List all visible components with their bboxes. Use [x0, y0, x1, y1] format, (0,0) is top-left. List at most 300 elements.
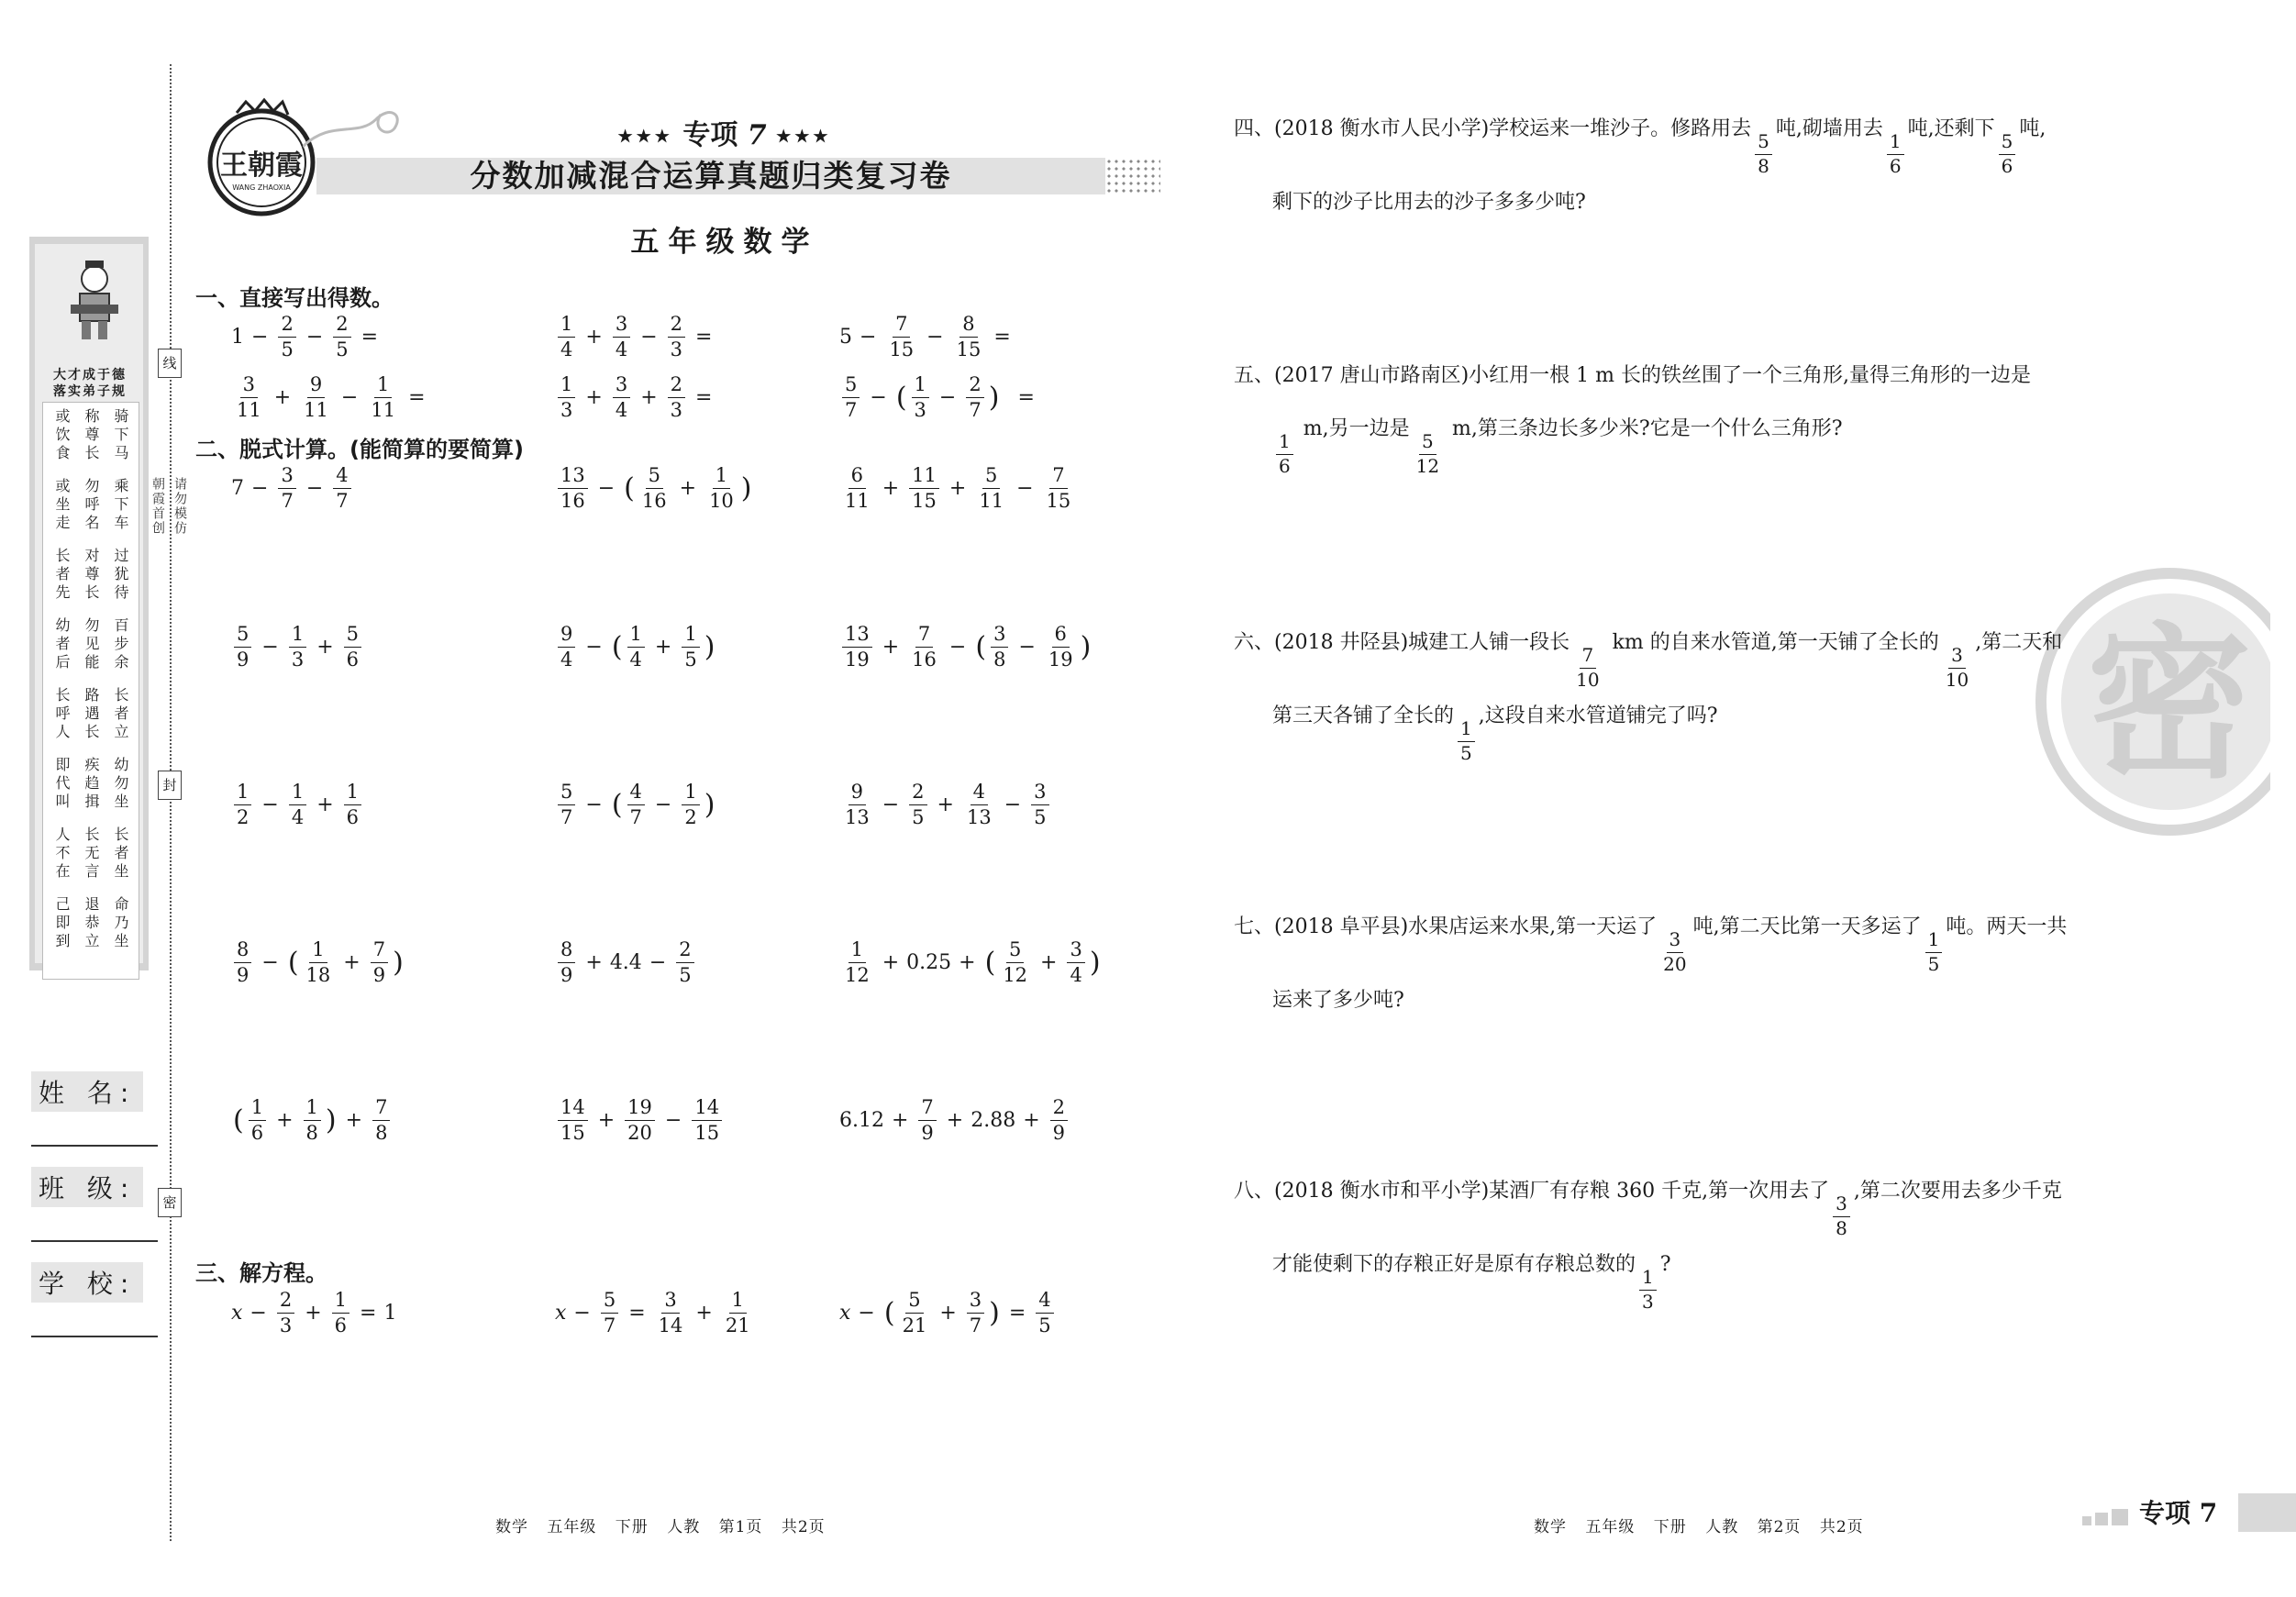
problem-5-line-2: [1234, 403, 2206, 476]
binding-strip-inner: [35, 244, 143, 963]
page-subtitle: 五年级数学: [630, 226, 819, 259]
denominator: 4: [1070, 963, 1082, 986]
term: 0.25: [906, 950, 952, 974]
denominator: 18: [305, 963, 331, 986]
term: 1: [383, 1301, 397, 1325]
numerator: 3: [613, 374, 630, 398]
operator: −: [261, 635, 279, 659]
problem-text: 才能使剩下的存粮正好是原有存粮总数的: [1272, 1253, 1636, 1277]
problem-6-line-2: [1234, 690, 2206, 763]
fraction: [234, 782, 251, 827]
fraction: [304, 1097, 321, 1143]
denominator: 4: [615, 398, 628, 421]
fraction: [1573, 646, 1602, 690]
numerator: 1: [1276, 432, 1293, 455]
guidance-text: 命乃坐: [112, 896, 129, 951]
denominator: 6: [346, 805, 359, 828]
guidance-text: 骑下马: [112, 408, 129, 463]
numerator: 1: [1458, 719, 1475, 742]
denominator: 15: [912, 489, 937, 512]
logo-subtext: WANG ZHAOXIA: [232, 183, 291, 192]
numerator: 2: [966, 374, 983, 398]
numerator: 1: [729, 1290, 747, 1314]
open-paren: (: [624, 471, 635, 505]
operator: +: [585, 950, 603, 974]
equation-q2: [555, 1290, 756, 1336]
equals-sign: =: [628, 1301, 646, 1325]
fraction: [344, 782, 361, 827]
operator: −: [1018, 635, 1036, 659]
fraction: [333, 465, 350, 511]
denominator: 7: [969, 1314, 982, 1336]
numerator: 7: [918, 1097, 936, 1121]
fraction: [964, 782, 994, 827]
fraction: [368, 374, 398, 420]
problem-8-line-1: [1234, 1165, 2206, 1238]
operator: −: [1004, 793, 1022, 816]
fraction: [912, 374, 929, 420]
fraction: [976, 465, 1006, 511]
operator: −: [585, 793, 603, 816]
section-2-heading: 二、脱式计算。(能简算的要简算): [195, 437, 524, 462]
guidance-text: 长呼人: [53, 687, 71, 742]
fold-mark-seal: 封: [158, 771, 182, 800]
name-field[interactable]: [31, 1071, 160, 1112]
fraction: [333, 314, 350, 360]
numerator: 5: [344, 624, 361, 648]
denominator: 11: [371, 398, 396, 421]
fraction: [372, 1097, 390, 1143]
close-paren: ): [740, 471, 752, 505]
equation-q1: [231, 1290, 396, 1336]
denominator: 5: [1038, 1314, 1051, 1336]
numerator: 13: [842, 624, 872, 648]
numerator: 5: [1755, 132, 1772, 155]
denominator: 3: [1642, 1290, 1654, 1313]
problem-6: [1234, 616, 2206, 763]
fraction: [842, 624, 872, 670]
numerator: 3: [967, 1290, 984, 1314]
page-title: 分数加减混合运算真题归类复习卷: [470, 158, 952, 194]
denominator: 5: [1927, 952, 1940, 975]
operator: −: [251, 325, 269, 349]
operator: −: [938, 385, 957, 409]
seal-character: 密: [2086, 609, 2253, 801]
numerator: 8: [959, 314, 977, 338]
guidance-group: [50, 478, 131, 533]
term: 7: [231, 476, 244, 500]
fraction: [909, 624, 939, 670]
denominator: 12: [845, 963, 870, 986]
fraction: [639, 465, 670, 511]
operator: +: [640, 385, 658, 409]
problem-5: [1234, 349, 2206, 476]
fraction: [627, 624, 645, 670]
fraction: [332, 1290, 349, 1336]
fraction: [991, 624, 1008, 670]
numerator: 2: [909, 782, 926, 805]
fraction: [277, 1290, 294, 1336]
fraction: [909, 465, 939, 511]
school-field-line[interactable]: [31, 1336, 158, 1337]
operator: −: [597, 476, 616, 500]
open-paren: (: [611, 788, 623, 821]
open-paren: (: [287, 946, 299, 979]
guidance-group: [50, 687, 131, 742]
operator: +: [891, 1108, 909, 1132]
numerator: 1: [682, 624, 699, 648]
operator: +: [316, 635, 334, 659]
operator: +: [276, 1108, 294, 1132]
problem-text: 四、(2018 衡水市人民小学)学校运来一堆沙子。修路用去: [1234, 117, 1752, 140]
fraction: [1660, 930, 1689, 974]
denominator: 21: [725, 1314, 750, 1336]
expression-f6: [839, 624, 1093, 670]
operator: −: [870, 385, 887, 409]
operator: −: [261, 793, 279, 816]
numerator: 1: [1639, 1268, 1657, 1291]
fraction: [558, 624, 575, 670]
numerator: 1: [713, 465, 730, 489]
fraction: [1999, 132, 2016, 176]
numerator: 1: [249, 1097, 266, 1121]
fraction: [954, 314, 984, 360]
numerator: 1: [289, 782, 306, 805]
denominator: 3: [279, 1314, 293, 1336]
numerator: 8: [558, 939, 575, 963]
expression-e5: [555, 374, 719, 420]
numerator: 2: [668, 374, 685, 398]
fraction: [301, 374, 331, 420]
fraction: [692, 1097, 722, 1143]
fraction: [842, 939, 872, 985]
numerator: 1: [1925, 930, 1943, 953]
open-paren: (: [984, 946, 996, 979]
operator: +: [882, 476, 900, 500]
fraction: [278, 314, 295, 360]
fraction: [1943, 646, 1971, 690]
numerator: 1: [682, 782, 699, 805]
denominator: 8: [993, 648, 1006, 671]
guidance-group: [50, 757, 131, 812]
operator: −: [305, 476, 324, 500]
operator: −: [251, 476, 269, 500]
numerator: 1: [1887, 132, 1904, 155]
operator: +: [695, 1301, 713, 1325]
numerator: 9: [307, 374, 325, 398]
numerator: 1: [332, 1290, 349, 1314]
denominator: 5: [684, 648, 697, 671]
operator: +: [1023, 1108, 1040, 1132]
denominator: 8: [375, 1121, 388, 1144]
section-3-heading: 三、解方程。: [195, 1260, 327, 1286]
guidance-text: 对尊长: [83, 548, 100, 603]
operator: +: [946, 1108, 964, 1132]
problem-4: [1234, 103, 2206, 229]
numerator: 19: [625, 1097, 655, 1121]
expression-f2: [555, 465, 754, 511]
denominator: 16: [641, 489, 667, 512]
numerator: 5: [646, 465, 663, 489]
operator: −: [340, 385, 359, 409]
fraction: [668, 374, 685, 420]
expression-f11: [555, 939, 697, 985]
motto-line-2: 落实弟子规: [53, 384, 127, 399]
problem-7: [1234, 901, 2206, 1027]
denominator: 19: [1048, 648, 1073, 671]
guidance-text: 幼勿坐: [112, 757, 129, 812]
denominator: 15: [956, 338, 982, 360]
equals-sign: =: [1008, 1301, 1026, 1325]
fraction: [842, 782, 872, 827]
equals-sign: =: [360, 1301, 377, 1325]
denominator: 5: [281, 338, 294, 360]
problem-text: 吨。两天一共: [1946, 915, 2068, 938]
operator: −: [250, 1301, 267, 1325]
numerator: 1: [309, 939, 327, 963]
fraction: [966, 374, 983, 420]
guidance-text: 长者坐: [112, 826, 129, 882]
binding-strip: [29, 237, 149, 970]
numerator: 14: [558, 1097, 588, 1121]
term: 2.88: [971, 1108, 1016, 1132]
denominator: 13: [966, 805, 992, 828]
fold-mark-secret: 密: [158, 1188, 182, 1217]
fraction: [723, 1290, 753, 1336]
numerator: 3: [278, 465, 295, 489]
operator: +: [939, 1301, 957, 1325]
denominator: 9: [560, 963, 573, 986]
numerator: 9: [849, 782, 866, 805]
fraction: [627, 782, 645, 827]
fold-note-text: 请勿模仿: [172, 477, 187, 536]
guidance-text: 长无言: [83, 826, 100, 882]
denominator: 10: [709, 489, 734, 512]
fold-note-text: 朝霞首创: [150, 477, 165, 536]
denominator: 6: [250, 1121, 264, 1144]
operator: +: [937, 793, 954, 816]
fraction: [1639, 1268, 1657, 1312]
fraction: [234, 374, 264, 420]
open-paren: (: [975, 630, 987, 663]
fraction: [304, 939, 334, 985]
denominator: 9: [1052, 1121, 1066, 1144]
numerator: 2: [277, 1290, 294, 1314]
numerator: 7: [893, 314, 910, 338]
operator: −: [664, 1108, 682, 1132]
denominator: 21: [902, 1314, 927, 1336]
variable: x: [555, 1301, 567, 1325]
numerator: 5: [601, 1290, 618, 1314]
fraction: [558, 374, 575, 420]
denominator: 2: [237, 805, 250, 828]
problem-text: 吨,砌墙用去: [1775, 117, 1883, 140]
expression-e1: [231, 314, 385, 360]
operator: +: [1040, 950, 1058, 974]
problem-text: 八、(2018 衡水市和平小学)某酒厂有存粮 360 千克,第一次用去了: [1234, 1180, 1830, 1203]
numerator: 8: [234, 939, 251, 963]
fraction: [1887, 132, 1904, 176]
problem-7-line-1: [1234, 901, 2206, 974]
corner-square: [2095, 1513, 2108, 1525]
denominator: 5: [336, 338, 349, 360]
school-field[interactable]: [31, 1262, 160, 1303]
problem-text: 六、(2018 井陉县)城建工人铺一段长: [1234, 631, 1570, 654]
fraction: [1458, 719, 1475, 763]
close-paren: ): [325, 1103, 337, 1137]
denominator: 7: [969, 398, 982, 421]
name-field-line[interactable]: [31, 1145, 158, 1147]
denominator: 7: [603, 1314, 616, 1336]
stars-icon: ★★★: [776, 127, 832, 147]
fold-mark-line: 线: [158, 349, 182, 378]
guidance-text: 或饮食: [53, 408, 71, 463]
denominator: 12: [1003, 963, 1028, 986]
denominator: 3: [670, 338, 682, 360]
guidance-text: 长者立: [112, 687, 129, 742]
fraction: [1050, 1097, 1068, 1143]
operator: +: [585, 385, 603, 409]
fraction: [668, 314, 685, 360]
numerator: 14: [692, 1097, 722, 1121]
denominator: 11: [237, 398, 261, 421]
denominator: 7: [336, 489, 349, 512]
denominator: 4: [615, 338, 628, 360]
class-field[interactable]: [31, 1167, 160, 1207]
numerator: 2: [1050, 1097, 1068, 1121]
guidance-text: 过犹待: [112, 548, 129, 603]
numerator: 7: [372, 1097, 390, 1121]
equation-q3: [839, 1290, 1057, 1336]
fraction: [682, 624, 699, 670]
denominator: 4: [291, 805, 305, 828]
fraction: [682, 782, 699, 827]
guidance-text: 疾趋揖: [83, 757, 100, 812]
corner-square: [2112, 1509, 2128, 1525]
denominator: 3: [914, 398, 926, 421]
expression-f13: [231, 1097, 393, 1143]
problem-text: m,第三条边长多少米?它是一个什么三角形?: [1446, 417, 1843, 440]
denominator: 9: [921, 1121, 934, 1144]
numerator: 7: [1049, 465, 1067, 489]
operator: −: [858, 1301, 875, 1325]
numerator: 3: [1031, 782, 1048, 805]
denominator: 16: [560, 489, 585, 512]
operator: +: [343, 950, 360, 974]
numerator: 1: [912, 374, 929, 398]
banner-dots: [1105, 158, 1160, 194]
numerator: 3: [991, 624, 1008, 648]
ribbon-icon: [303, 101, 413, 156]
term: 1: [231, 325, 244, 349]
expression-f5: [555, 624, 716, 670]
denominator: 3: [291, 648, 305, 671]
problem-text: 吨,: [2019, 117, 2046, 140]
operator: −: [649, 950, 667, 974]
numerator: 6: [849, 465, 866, 489]
problem-7-line-2: 运来了多少吨?: [1272, 989, 1404, 1013]
problem-8-line-2: [1234, 1238, 2206, 1312]
open-paren: (: [895, 381, 907, 414]
denominator: 4: [629, 648, 642, 671]
fraction: [842, 465, 872, 511]
numerator: 1: [344, 782, 361, 805]
close-paren: ): [988, 381, 1000, 414]
denominator: 15: [694, 1121, 720, 1144]
denominator: 5: [1460, 741, 1472, 764]
variable: x: [231, 1301, 243, 1325]
operator: +: [882, 635, 900, 659]
expression-f9: [839, 782, 1052, 827]
guidance-text: 即代叫: [53, 757, 71, 812]
operator: −: [948, 635, 967, 659]
fraction: [656, 1290, 686, 1336]
operator: +: [654, 635, 672, 659]
numerator: 4: [627, 782, 645, 805]
fraction: [558, 782, 575, 827]
denominator: 19: [845, 648, 870, 671]
denominator: 4: [560, 338, 573, 360]
problem-4-line-1: [1234, 103, 2206, 176]
problem-text: 吨,还剩下: [1907, 117, 1995, 140]
operator: −: [573, 1301, 591, 1325]
close-paren: ): [393, 946, 404, 979]
problem-4-line-2: 剩下的沙子比用去的沙子多多少吨?: [1272, 191, 1586, 215]
motto-line-1: 大才成于德: [53, 368, 127, 383]
fraction: [558, 314, 575, 360]
fraction: [1044, 465, 1074, 511]
fraction: [289, 624, 306, 670]
fraction: [613, 314, 630, 360]
operator: −: [654, 793, 672, 816]
expression-f14: [555, 1097, 725, 1143]
denominator: 15: [889, 338, 915, 360]
operator: −: [640, 325, 658, 349]
guidance-group: [50, 617, 131, 672]
denominator: 6: [2001, 154, 2013, 177]
numerator: 1: [304, 1097, 321, 1121]
operator: −: [585, 635, 603, 659]
expression-f10: [231, 939, 405, 985]
denominator: 2: [684, 805, 697, 828]
logo-text: 王朝霞: [220, 150, 303, 182]
class-field-line[interactable]: [31, 1240, 158, 1242]
operator: +: [305, 1301, 322, 1325]
denominator: 14: [658, 1314, 683, 1336]
fold-note: [149, 477, 189, 536]
denominator: 3: [670, 398, 682, 421]
operator: −: [882, 793, 900, 816]
equals-sign: =: [695, 385, 713, 409]
problem-text: m,另一边是: [1296, 417, 1410, 440]
numerator: 2: [668, 314, 685, 338]
fraction: [558, 465, 588, 511]
problem-text: ,第二次要用去多少千克: [1853, 1180, 2062, 1203]
numerator: 5: [558, 782, 575, 805]
footer-left: 数学 五年级 下册 人教 第1页 共2页: [495, 1518, 826, 1536]
numerator: 1: [627, 624, 645, 648]
denominator: 7: [281, 489, 294, 512]
numerator: 4: [971, 782, 988, 805]
numerator: 1: [234, 782, 251, 805]
numerator: 1: [558, 374, 575, 398]
expression-e2: [555, 314, 719, 360]
variable: x: [839, 1301, 851, 1325]
numerator: 2: [333, 314, 350, 338]
fraction: [289, 782, 306, 827]
equals-sign: =: [408, 385, 426, 409]
fraction: [1000, 939, 1030, 985]
